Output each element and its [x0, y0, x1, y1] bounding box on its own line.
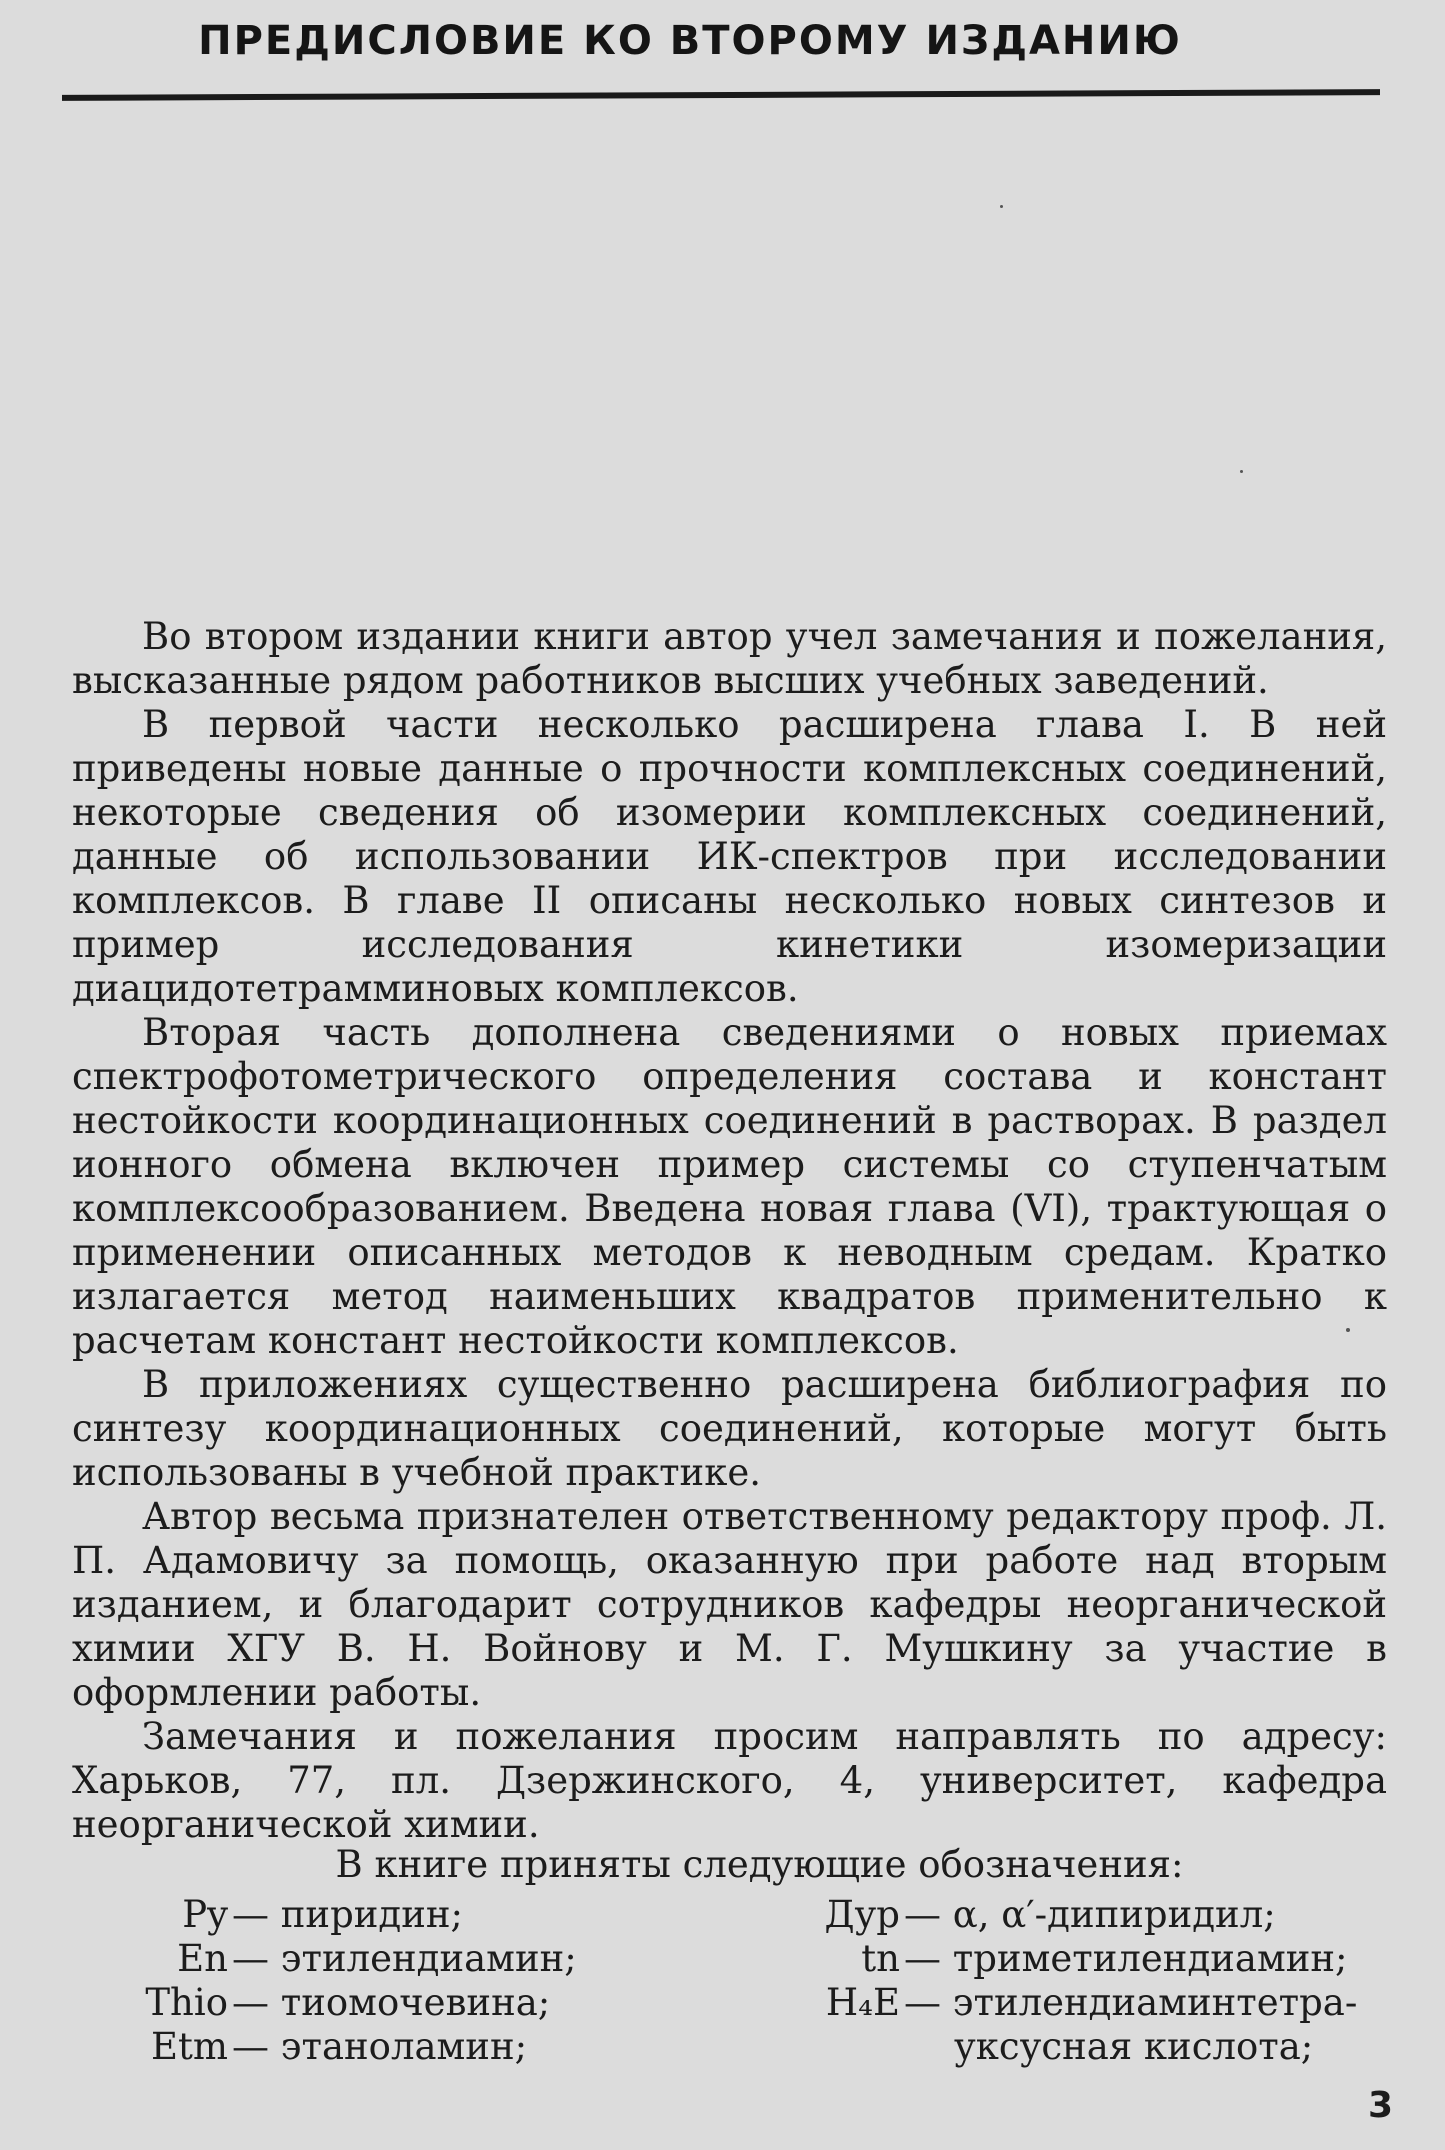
notation-definition: — этилендиаминтетра- — [904, 1981, 1358, 2024]
notation-item — [810, 1893, 1357, 1937]
notation-abbr: Py — [182, 1893, 228, 1936]
notation-intro: В книге приняты следующие обозначения: — [335, 1843, 1184, 1886]
notation-definition: — триметилендиамин; — [904, 1937, 1348, 1980]
paragraph: В первой части несколько расширена глава I. В ней приведены новые данные о прочности комплексных соединений, некоторые сведения об изомерии комплексных соединений, данные об использовании ИК-спектров при исследовании комплексов. В главе II описаны несколько новых синтезов и пример исследования кинетики изомеризации диацидотетрамминовых комплексов. — [72, 703, 1387, 1010]
notation-definition: — этилендиамин; — [232, 1937, 577, 1980]
notation-abbr: En — [177, 1937, 228, 1980]
notation-item — [128, 1981, 577, 2025]
page-number: 3 — [1367, 2085, 1393, 2126]
paragraph: В приложениях существенно расширена библиография по синтезу координационных соединений, которые могут быть использованы в учебной практике. — [72, 1363, 1387, 1494]
notation-list-right — [810, 1893, 1357, 2069]
notation-abbr: Thio — [145, 1981, 228, 2024]
header-rule — [62, 89, 1380, 101]
notation-item — [810, 1937, 1357, 1981]
notation-definition-continuation: уксусная кислота; — [954, 2025, 1314, 2068]
print-speck — [1240, 470, 1243, 473]
print-speck — [1000, 205, 1003, 208]
page-header — [60, 18, 1380, 64]
print-speck — [1346, 1328, 1350, 1332]
notation-definition: — тиомочевина; — [232, 1981, 551, 2024]
notation-abbr: H₄E — [825, 1981, 900, 2024]
paragraph: Во втором издании книги автор учел замечания и пожелания, высказанные рядом работников высших учебных заведений. — [72, 615, 1387, 702]
notation-abbr: Дур — [824, 1893, 900, 1936]
paragraph: Замечания и пожелания просим направлять по адресу: Харьков, 77, пл. Дзержинского, 4, университет, кафедра неорганической химии. — [72, 1715, 1387, 1846]
notation-item — [128, 1937, 577, 1981]
notation-item — [128, 1893, 577, 1937]
notation-definition: — пиридин; — [232, 1893, 463, 1936]
notation-item-continuation — [810, 2025, 1357, 2069]
notation-item — [128, 2025, 577, 2069]
paragraph: Автор весьма признателен ответственному редактору проф. Л. П. Адамовичу за помощь, оказанную при работе над вторым изданием, и благодарит сотрудников кафедры неорганической химии ХГУ В. Н. Войнову и М. Г. Мушкину за участие в оформлении работы. — [72, 1495, 1387, 1714]
chapter-title: ПРЕДИСЛОВИЕ КО ВТОРОМУ ИЗДАНИЮ — [198, 18, 1182, 64]
notation-abbr: tn — [861, 1937, 900, 1980]
preface-text — [72, 615, 1387, 1847]
notation-definition: — α, α′-дипиридил; — [904, 1893, 1276, 1936]
notation-list-left — [128, 1893, 577, 2069]
notation-abbr: Etm — [151, 2025, 228, 2068]
notation-definition: — этаноламин; — [232, 2025, 528, 2068]
notation-item — [810, 1981, 1357, 2025]
paragraph: Вторая часть дополнена сведениями о новых приемах спектрофотометрического определения состава и констант нестойкости координационных соединений в растворах. В раздел ионного обмена включен пример системы со ступенчатым комплексообразованием. Введена новая глава (VI), трактующая о применении описанных методов к неводным средам. Кратко излагается метод наименьших квадратов применительно к расчетам констант нестойкости комплексов. — [72, 1011, 1387, 1362]
